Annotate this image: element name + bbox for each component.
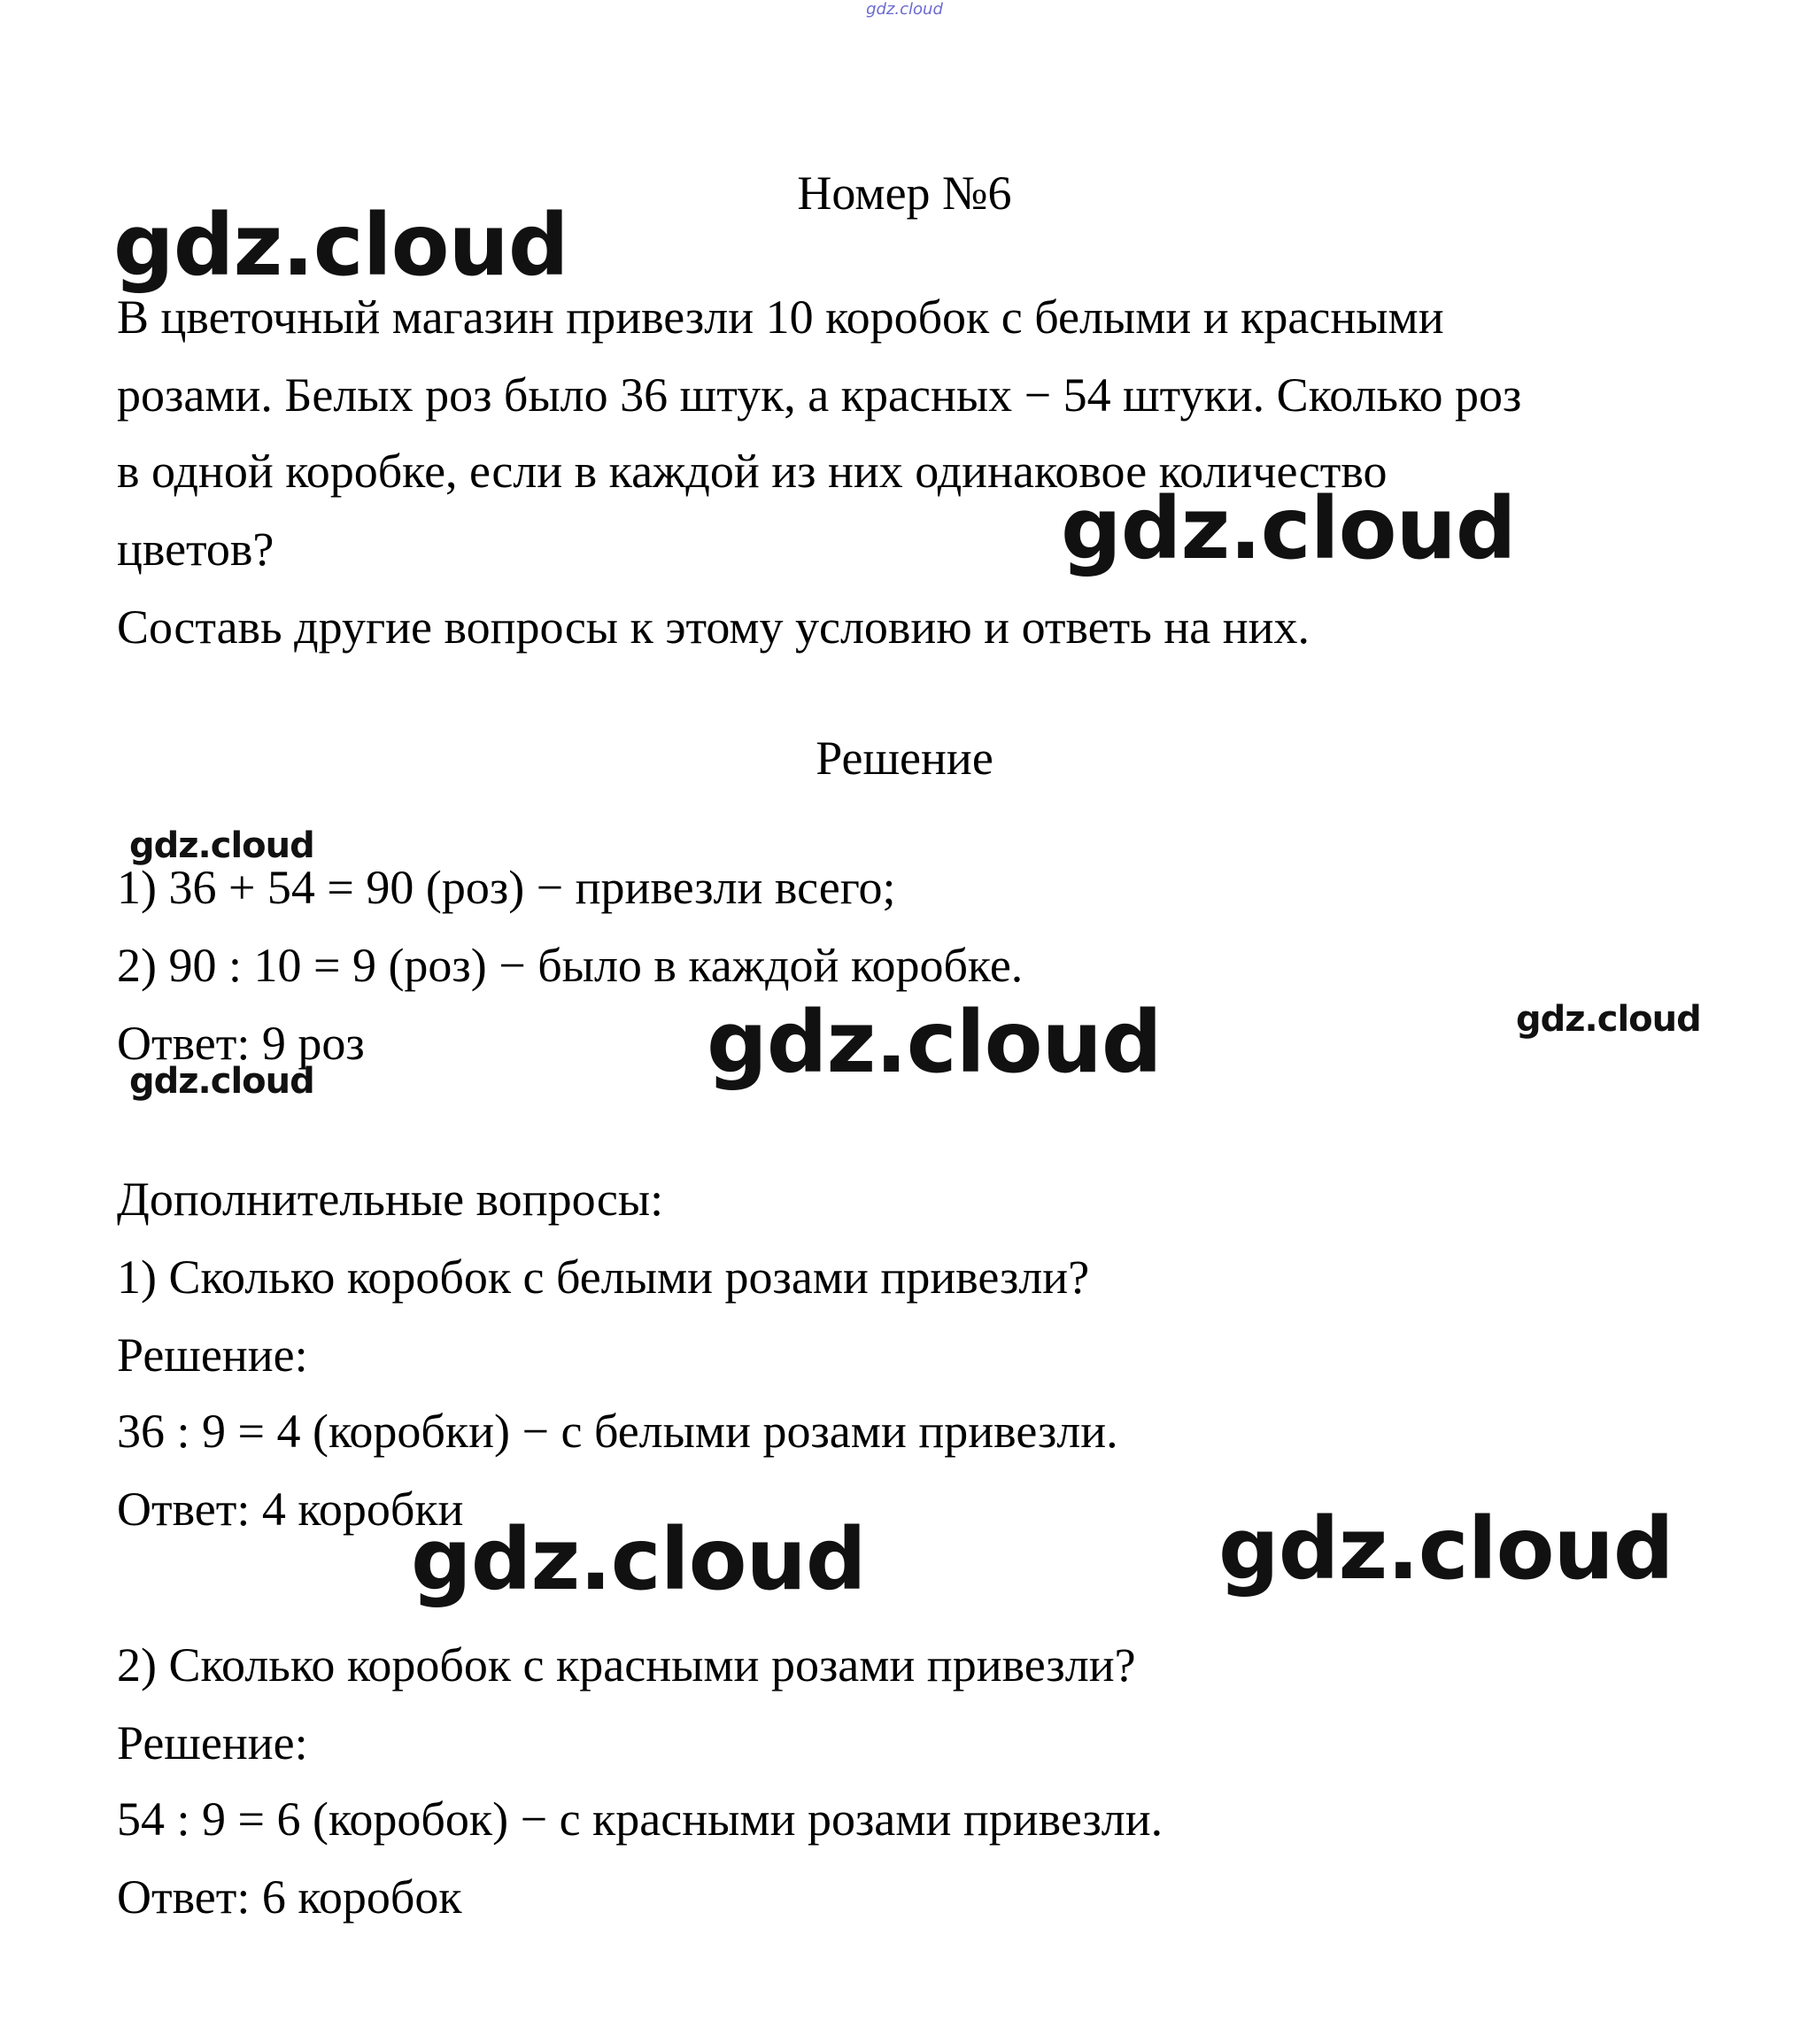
page-title: Номер №6 xyxy=(797,166,1012,220)
problem-line-1: В цветочный магазин привезли 10 коробок с белыми и красными xyxy=(117,290,1444,344)
problem-line-3: в одной коробке, если в каждой из них одинаковое количество xyxy=(117,445,1388,498)
watermark: gdz.cloud xyxy=(129,825,314,866)
solution-step-1: 1) 36 + 54 = 90 (роз) − привезли всего; xyxy=(117,861,896,914)
extra-q1-solution-label: Решение: xyxy=(117,1328,308,1382)
extra-q1-question: 1) Сколько коробок с белыми розами привезли? xyxy=(117,1250,1090,1304)
extra-q1-answer: Ответ: 4 коробки xyxy=(117,1483,464,1536)
extra-q2-calc: 54 : 9 = 6 (коробок) − с красными розами привезли. xyxy=(117,1792,1163,1846)
extra-heading: Дополнительные вопросы: xyxy=(117,1173,664,1226)
watermark: gdz.cloud xyxy=(1061,479,1516,578)
extra-q2-question: 2) Сколько коробок с красными розами привезли? xyxy=(117,1638,1136,1692)
watermark: gdz.cloud xyxy=(129,1061,314,1102)
solution-step-2: 2) 90 : 10 = 9 (роз) − было в каждой коробке. xyxy=(117,939,1024,992)
solution-answer: Ответ: 9 роз xyxy=(117,1017,365,1070)
extra-q1-calc: 36 : 9 = 4 (коробки) − с белыми розами привезли. xyxy=(117,1405,1118,1458)
watermark: gdz.cloud xyxy=(113,196,568,295)
extra-q2-solution-label: Решение: xyxy=(117,1716,308,1769)
watermark: gdz.cloud xyxy=(411,1510,866,1609)
solution-heading: Решение xyxy=(816,732,993,785)
watermark-top: gdz.cloud xyxy=(866,0,943,19)
watermark: gdz.cloud xyxy=(1218,1499,1674,1599)
problem-line-2: розами. Белых роз было 36 штук, а красных − 54 штуки. Сколько роз xyxy=(117,368,1522,422)
problem-line-4: цветов? xyxy=(117,523,274,576)
problem-line-5: Составь другие вопросы к этому условию и ответь на них. xyxy=(117,600,1310,654)
watermark: gdz.cloud xyxy=(707,993,1162,1092)
extra-q2-answer: Ответ: 6 коробок xyxy=(117,1870,462,1924)
watermark: gdz.cloud xyxy=(1516,999,1701,1040)
